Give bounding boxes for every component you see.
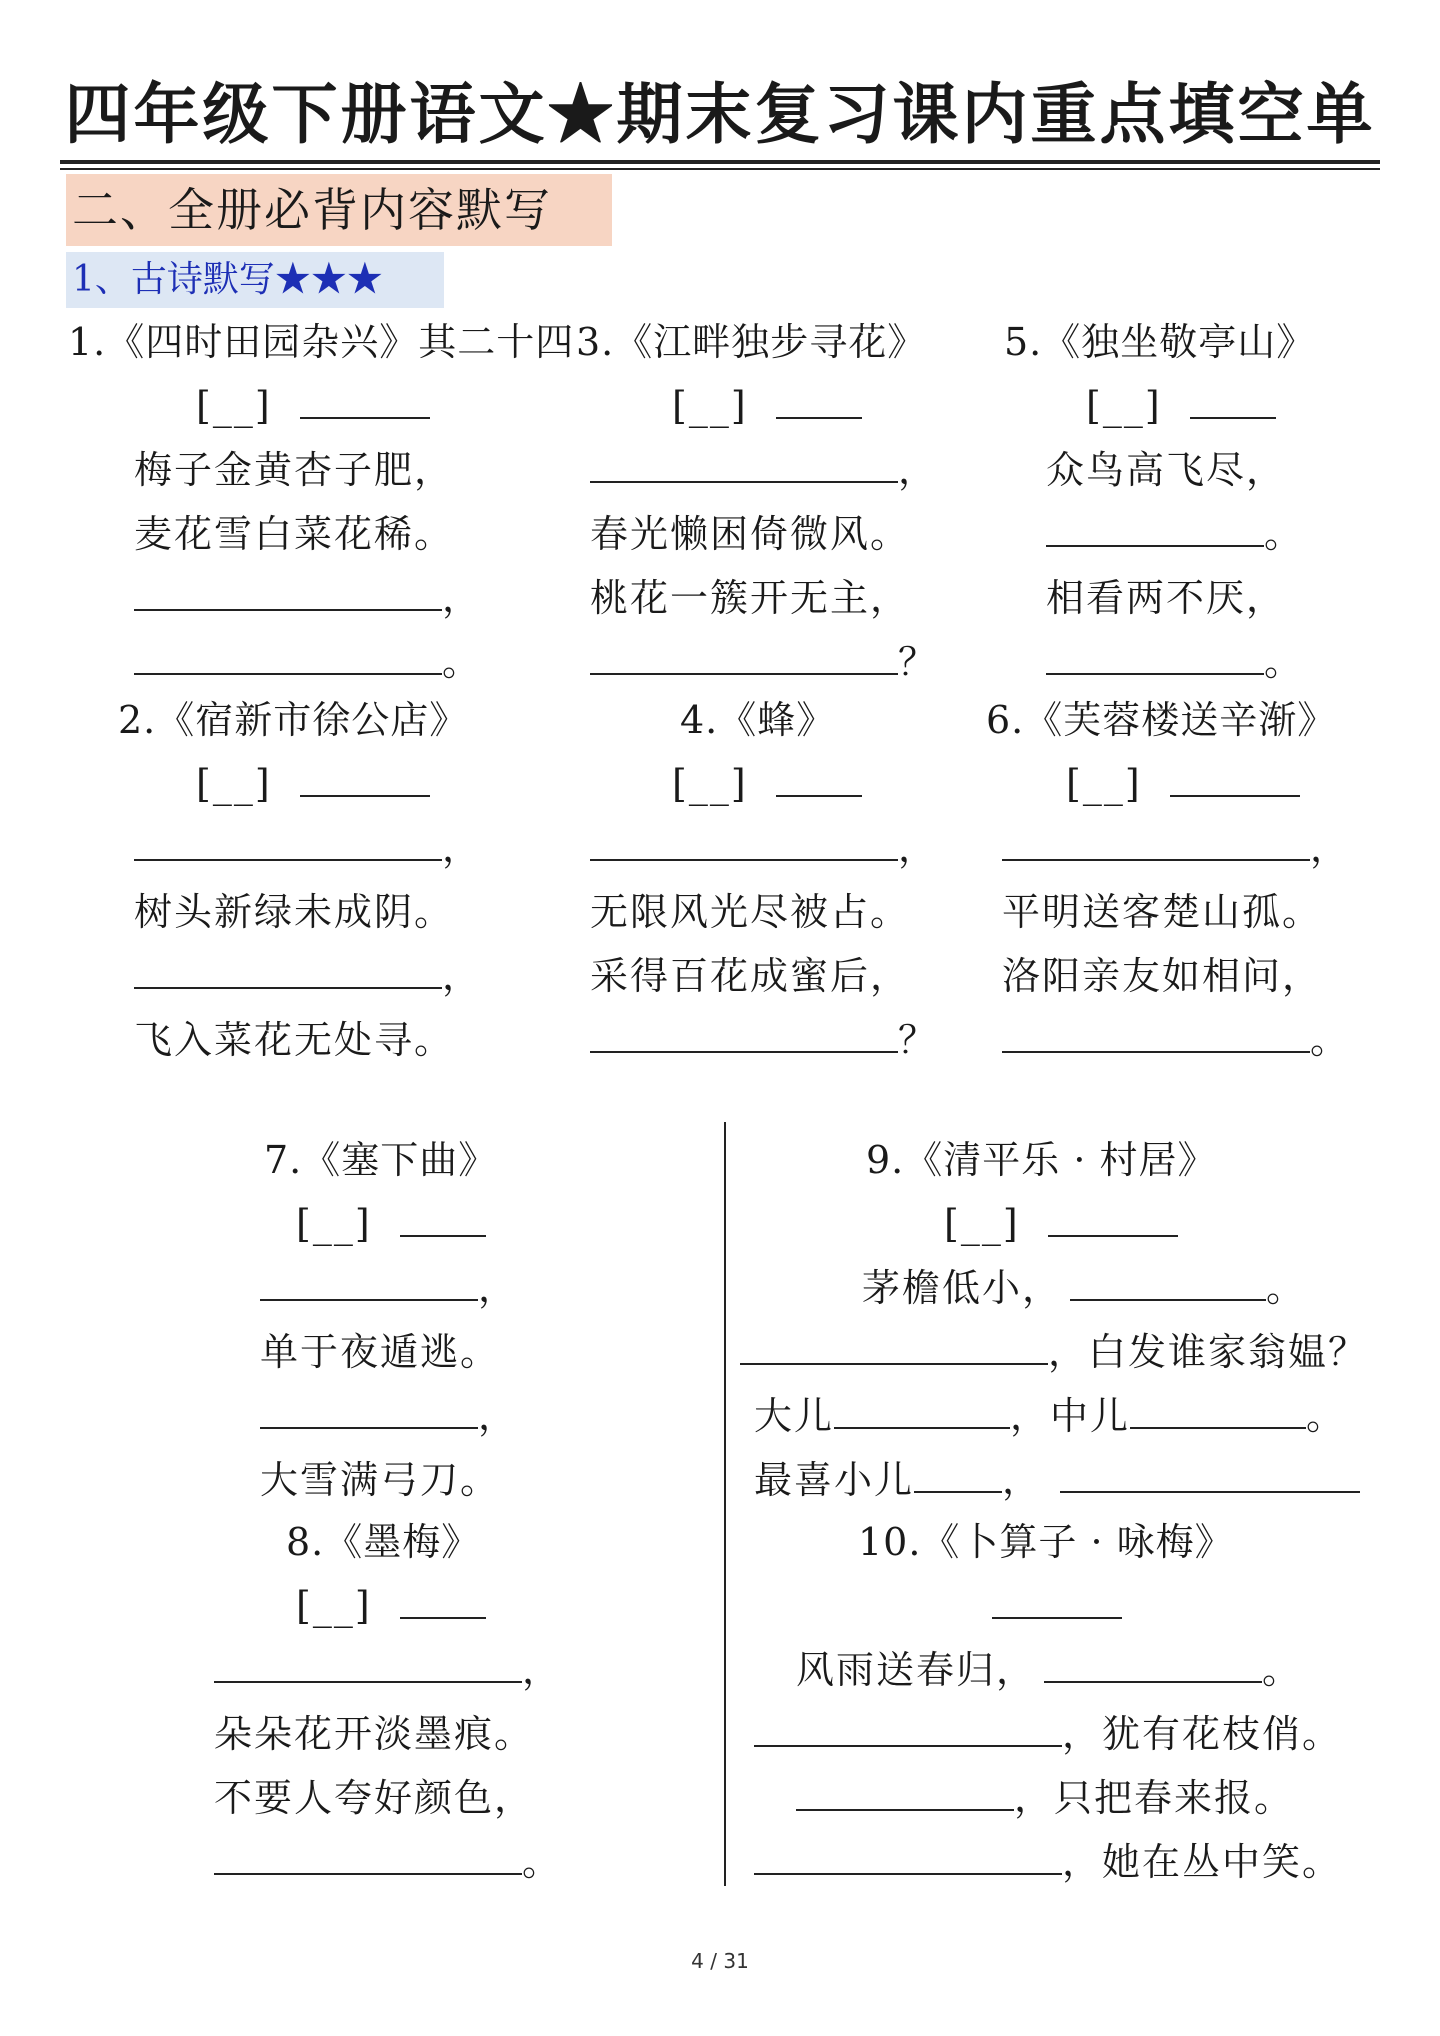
punctuation: ，	[442, 576, 483, 620]
punctuation: ，	[1002, 1458, 1043, 1502]
dynasty-bracket: [__]	[296, 1584, 372, 1628]
punctuation: ？	[898, 1018, 939, 1062]
poem-4-line-1: 无限风光尽被占。	[590, 890, 911, 934]
dynasty-bracket: [__]	[672, 384, 748, 428]
punctuation: ，	[522, 1648, 563, 1692]
poem-9-text-4a: 最喜小儿	[754, 1458, 915, 1502]
poem-6-fill-row-2	[1002, 1008, 1382, 1072]
answer-blank[interactable]	[1002, 1011, 1310, 1053]
answer-blank[interactable]	[590, 819, 898, 861]
answer-blank[interactable]	[134, 633, 442, 675]
poem-9-text-3a: 大儿	[754, 1394, 835, 1438]
answer-blank[interactable]	[834, 1387, 1010, 1429]
dynasty-bracket: [__]	[1086, 384, 1162, 428]
poem-3-author-row	[590, 374, 1030, 438]
poem-10-text-4: ，她在丛中笑。	[1062, 1840, 1343, 1884]
author-blank[interactable]	[400, 1195, 486, 1237]
answer-blank[interactable]	[914, 1451, 1002, 1493]
poem-9-row-2	[740, 1320, 1380, 1384]
poem-9-text-2: ，白发谁家翁媪？	[1048, 1330, 1369, 1374]
poem-5-author-row	[1046, 374, 1386, 438]
page-number: 4 / 31	[691, 1949, 749, 1973]
poem-7-block	[260, 1192, 560, 1512]
author-blank[interactable]	[1190, 377, 1276, 419]
punctuation: ，	[898, 448, 939, 492]
poem-1-fill-row-2	[134, 630, 574, 694]
poem-1-line-1: 梅子金黄杏子肥，	[134, 448, 455, 492]
poem-6-line-1: 平明送客楚山孤。	[1002, 890, 1323, 934]
dynasty-bracket: [__]	[196, 384, 272, 428]
poem-10-author-row	[740, 1574, 1380, 1638]
dynasty-bracket: [__]	[944, 1202, 1020, 1246]
poem-1-fill-row-1	[134, 566, 574, 630]
author-blank[interactable]	[776, 377, 862, 419]
dynasty-bracket: [__]	[296, 1202, 372, 1246]
punctuation: ，	[478, 1394, 519, 1438]
poem-9-author-row	[740, 1192, 1380, 1256]
punctuation: 。	[522, 1840, 563, 1884]
poem-6-title: 6.《芙蓉楼送辛渐》	[986, 698, 1337, 742]
punctuation: ，	[1310, 826, 1351, 870]
poem-10-text-3: ，只把春来报。	[1014, 1776, 1295, 1820]
answer-blank[interactable]	[134, 947, 442, 989]
title-rule-thick	[60, 160, 1380, 164]
answer-blank[interactable]	[1130, 1387, 1306, 1429]
poem-9-row-4	[740, 1448, 1380, 1512]
poem-2-block	[134, 752, 574, 1072]
poem-10-block	[740, 1574, 1380, 1894]
poem-10-text-2: ，犹有花枝俏。	[1062, 1712, 1343, 1756]
poem-2-fill-row-2	[134, 944, 574, 1008]
author-blank[interactable]	[300, 755, 430, 797]
poem-8-line-2: 不要人夸好颜色，	[214, 1776, 535, 1820]
poem-6-block	[1002, 752, 1382, 1072]
poem-9-text-3b: ，中儿	[1010, 1394, 1131, 1438]
author-blank[interactable]	[400, 1577, 486, 1619]
punctuation: ，	[898, 826, 939, 870]
poem-2-title: 2.《宿新市徐公店》	[118, 698, 469, 742]
poem-5-block	[1046, 374, 1386, 694]
answer-blank[interactable]	[1070, 1259, 1266, 1301]
poem-8-fill-row-1	[214, 1638, 594, 1702]
punctuation: 。	[1264, 512, 1305, 556]
poem-3-block	[590, 374, 1030, 694]
poem-4-line-2: 采得百花成蜜后，	[590, 954, 911, 998]
poem-7-fill-row-1	[260, 1256, 560, 1320]
author-blank[interactable]	[992, 1577, 1122, 1619]
poem-3-title: 3.《江畔独步寻花》	[576, 320, 927, 364]
poem-1-title: 1.《四时田园杂兴》其二十四	[68, 320, 575, 364]
answer-blank[interactable]	[740, 1323, 1048, 1365]
poem-2-fill-row-1	[134, 816, 574, 880]
page-title: 四年级下册语文★期末复习课内重点填空单	[64, 75, 1376, 153]
dynasty-bracket: [__]	[196, 762, 272, 806]
poem-6-line-2: 洛阳亲友如相问，	[1002, 954, 1323, 998]
answer-blank[interactable]	[260, 1259, 478, 1301]
poem-6-fill-row-1	[1002, 816, 1382, 880]
poem-9-row-1	[740, 1256, 1380, 1320]
punctuation: 。	[1262, 1648, 1303, 1692]
answer-blank[interactable]	[260, 1387, 478, 1429]
punctuation: 。	[1310, 1018, 1351, 1062]
subsection-title: 1、古诗默写★★★	[66, 252, 444, 308]
poem-9-block	[740, 1192, 1380, 1512]
poem-5-fill-row-1	[1046, 502, 1386, 566]
poem-8-fill-row-2	[214, 1830, 594, 1894]
answer-blank[interactable]	[134, 569, 442, 611]
poem-2-author-row	[134, 752, 574, 816]
punctuation: 。	[1266, 1266, 1307, 1310]
answer-blank[interactable]	[590, 441, 898, 483]
dynasty-bracket: [__]	[1066, 762, 1142, 806]
poem-7-author-row	[260, 1192, 560, 1256]
poem-8-block	[214, 1574, 594, 1894]
poem-3-line-2: 桃花一簇开无主，	[590, 576, 911, 620]
poem-8-author-row	[214, 1574, 594, 1638]
punctuation: 。	[1306, 1394, 1347, 1438]
answer-blank[interactable]	[796, 1769, 1014, 1811]
author-blank[interactable]	[1170, 755, 1300, 797]
punctuation: ，	[478, 1266, 519, 1310]
poem-10-title: 10.《卜算子 · 咏梅》	[858, 1520, 1234, 1564]
poem-3-fill-row-2	[590, 630, 1030, 694]
author-blank[interactable]	[300, 377, 430, 419]
poem-10-row-1	[740, 1638, 1380, 1702]
poem-10-row-3	[740, 1766, 1380, 1830]
answer-blank[interactable]	[590, 1011, 898, 1053]
punctuation: ，	[442, 954, 483, 998]
punctuation: 。	[1264, 640, 1305, 684]
poem-9-title: 9.《清平乐 · 村居》	[866, 1138, 1217, 1182]
punctuation: ？	[898, 640, 939, 684]
poem-5-title: 5.《独坐敬亭山》	[1004, 320, 1316, 364]
poem-4-fill-row-2	[590, 1008, 1030, 1072]
dynasty-bracket: [__]	[672, 762, 748, 806]
poem-10-text-1: 风雨送春归，	[796, 1648, 1037, 1692]
poem-1-block	[134, 374, 574, 694]
poem-7-title: 7.《塞下曲》	[264, 1138, 498, 1182]
answer-blank[interactable]	[214, 1833, 522, 1875]
poem-1-author-row	[134, 374, 574, 438]
poem-10-row-2	[740, 1702, 1380, 1766]
poem-5-fill-row-2	[1046, 630, 1386, 694]
poem-3-fill-row-1	[590, 438, 1030, 502]
poem-4-fill-row-1	[590, 816, 1030, 880]
poem-8-title: 8.《墨梅》	[286, 1520, 481, 1564]
punctuation: 。	[442, 640, 483, 684]
poem-9-text-1: 茅檐低小，	[862, 1266, 1063, 1310]
answer-blank[interactable]	[134, 819, 442, 861]
section-title: 二、全册必背内容默写	[66, 174, 612, 246]
poem-7-line-2: 大雪满弓刀。	[260, 1458, 501, 1502]
author-blank[interactable]	[1048, 1195, 1178, 1237]
title-rule-thin	[60, 168, 1380, 170]
poem-4-author-row	[590, 752, 1030, 816]
answer-blank[interactable]	[1046, 505, 1264, 547]
poem-5-line-2: 相看两不厌，	[1046, 576, 1287, 620]
column-divider	[724, 1122, 726, 1886]
answer-blank[interactable]	[1046, 633, 1264, 675]
poem-7-line-1: 单于夜遁逃。	[260, 1330, 501, 1374]
poem-10-row-4	[740, 1830, 1380, 1894]
answer-blank[interactable]	[1060, 1451, 1360, 1493]
answer-blank[interactable]	[754, 1705, 1062, 1747]
poem-4-title: 4.《蜂》	[680, 698, 836, 742]
poem-4-block	[590, 752, 1030, 1072]
answer-blank[interactable]	[590, 633, 898, 675]
author-blank[interactable]	[776, 755, 862, 797]
answer-blank[interactable]	[754, 1833, 1062, 1875]
poem-3-line-1: 春光懒困倚微风。	[590, 512, 911, 556]
poem-6-author-row	[1002, 752, 1382, 816]
poem-1-line-2: 麦花雪白菜花稀。	[134, 512, 455, 556]
answer-blank[interactable]	[1044, 1641, 1262, 1683]
answer-blank[interactable]	[1002, 819, 1310, 861]
poem-2-line-1: 树头新绿未成阴。	[134, 890, 455, 934]
poem-7-fill-row-2	[260, 1384, 560, 1448]
punctuation: ，	[442, 826, 483, 870]
poem-5-line-1: 众鸟高飞尽，	[1046, 448, 1287, 492]
poem-9-row-3	[740, 1384, 1380, 1448]
poem-8-line-1: 朵朵花开淡墨痕。	[214, 1712, 535, 1756]
answer-blank[interactable]	[214, 1641, 522, 1683]
poem-2-line-2: 飞入菜花无处寻。	[134, 1018, 455, 1062]
